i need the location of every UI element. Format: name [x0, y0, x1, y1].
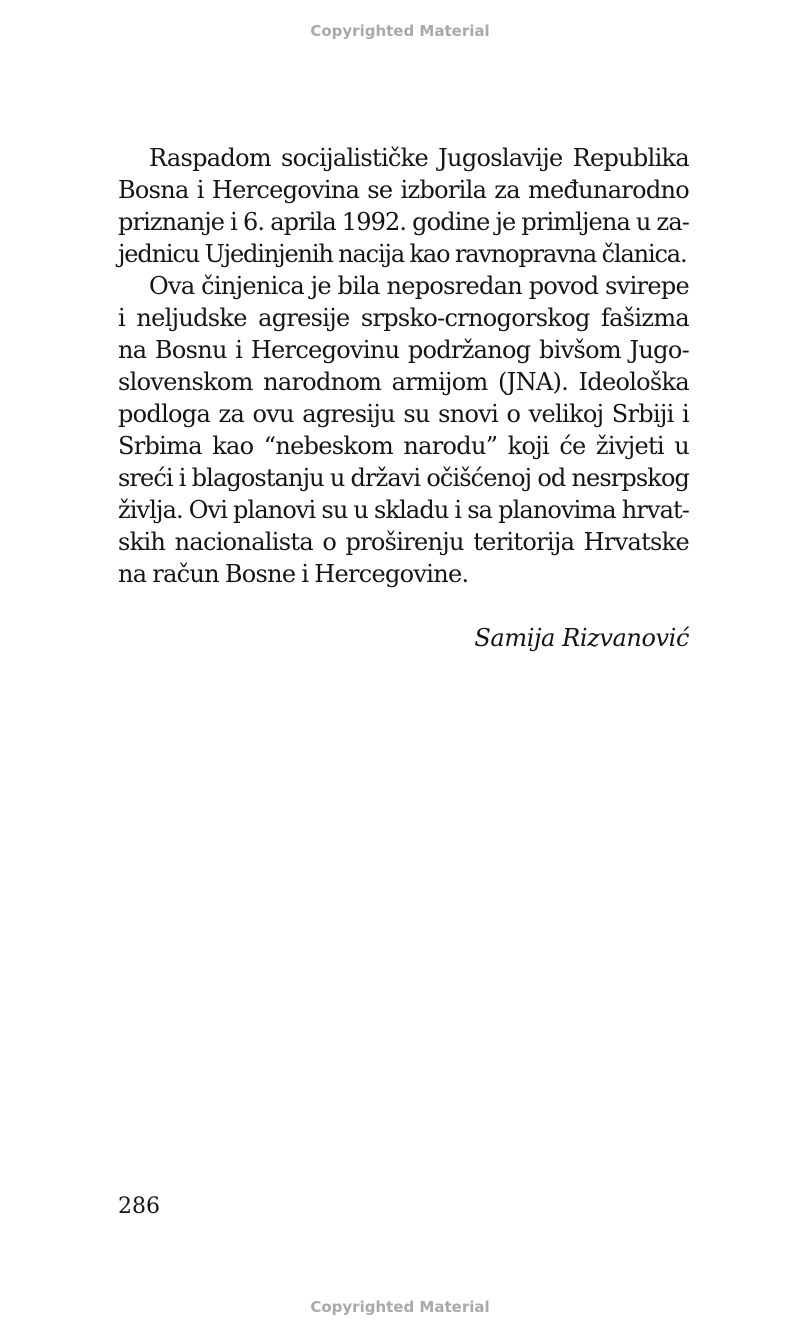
- text-line: Ova činjenica je bila neposredan povod svirepe: [149, 272, 689, 300]
- paragraph: [118, 142, 689, 270]
- text-line: i neljudske agresije srpsko-crnogorskog fašizma: [118, 304, 689, 332]
- author-signature: Samija Rizvanović: [474, 624, 689, 652]
- text-line: na Bosnu i Hercegovinu podržanog bivšom Jugo-: [118, 336, 689, 364]
- paragraph: [118, 270, 689, 590]
- text-line: Raspadom socijalističke Jugoslavije Republika: [149, 144, 689, 172]
- text-line: Bosna i Hercegovina se izborila za međunarodno: [118, 176, 689, 204]
- text-line: sreći i blagostanju u državi očišćenoj od nesrpskog: [118, 464, 689, 492]
- watermark-top: Copyrighted Material: [310, 22, 490, 40]
- text-line: na račun Bosne i Hercegovine.: [118, 560, 469, 588]
- watermark-bottom: Copyrighted Material: [310, 1298, 490, 1316]
- text-line: slovenskom narodnom armijom (JNA). Ideološka: [118, 368, 689, 396]
- page-number: 286: [118, 1194, 160, 1219]
- text-line: življa. Ovi planovi su u skladu i sa planovima hrvat-: [118, 496, 689, 524]
- text-line: priznanje i 6. aprila 1992. godine je primljena u za-: [118, 208, 689, 236]
- text-line: skih nacionalista o proširenju teritorija Hrvatske: [118, 528, 689, 556]
- body-text: [118, 142, 689, 590]
- text-line: podloga za ovu agresiju su snovi o velikoj Srbiji i: [118, 400, 689, 428]
- text-line: jednicu Ujedinjenih nacija kao ravnopravna članica.: [118, 240, 687, 268]
- text-line: Srbima kao “nebeskom narodu” koji će živjeti u: [118, 432, 689, 460]
